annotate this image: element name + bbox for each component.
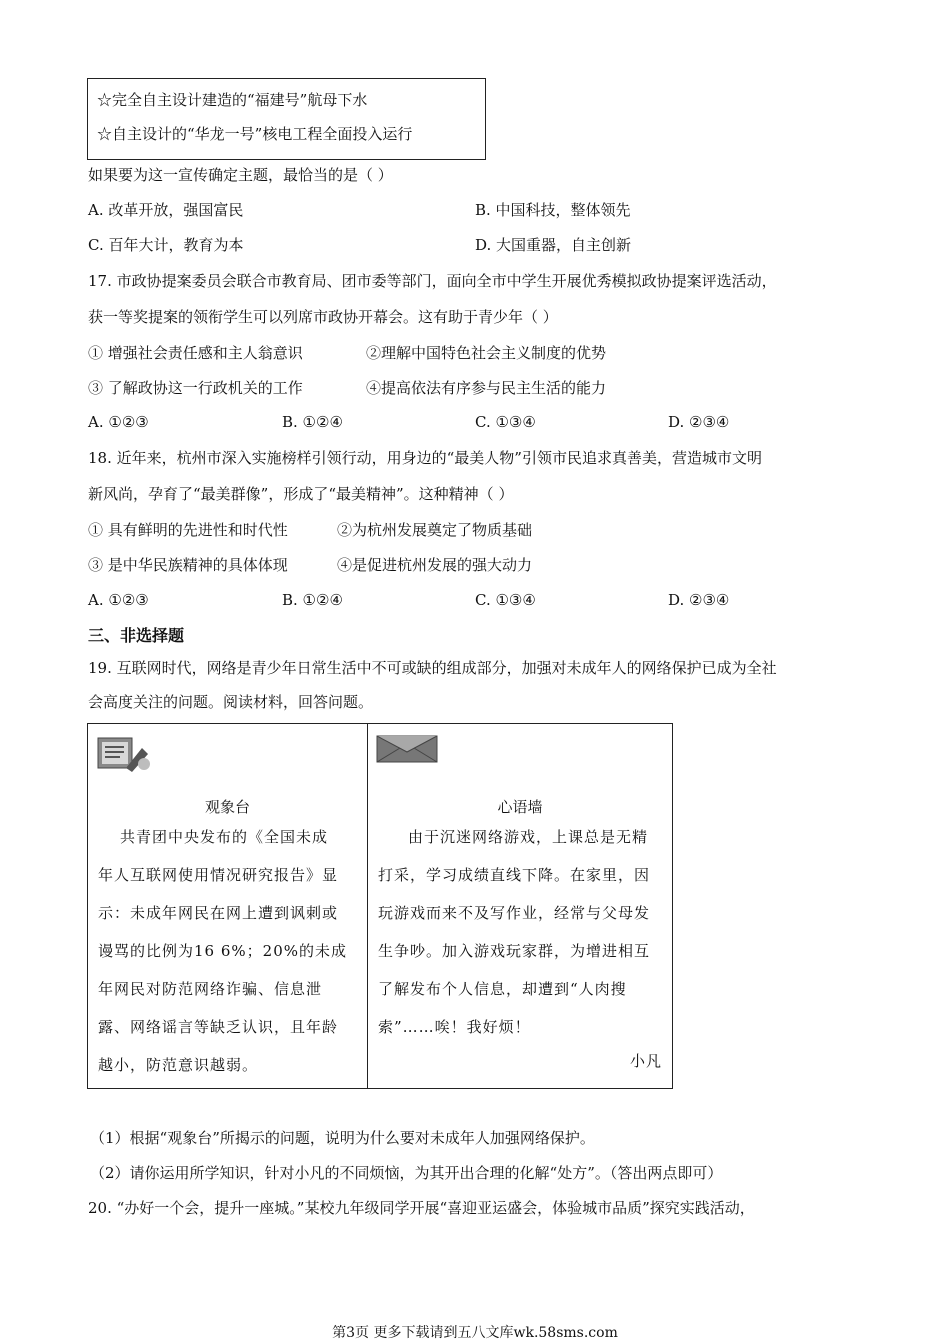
section-heading: 三、非选择题 [88, 626, 185, 645]
material-table [87, 723, 673, 1089]
heart-wall-line-5: 了解发布个人信息，却遭到“人肉搜 [378, 980, 627, 998]
q17-statement-4: ④提高依法有序参与民主生活的能力 [366, 379, 607, 397]
q18-option-d: D. ②③④ [668, 591, 730, 609]
q16-option-b: B. 中国科技，整体领先 [475, 201, 631, 219]
q18-line-2: 新风尚，孕育了“最美群像”，形成了“最美精神”。这种精神（ ） [88, 485, 514, 503]
heart-wall-title: 心语墙 [497, 798, 543, 816]
signature: 小凡 [629, 1052, 662, 1070]
heart-wall-line-1: 由于沉迷网络游戏，上课总是无精 [408, 828, 649, 846]
observation-title: 观象台 [204, 798, 250, 816]
q18-statement-1: ① 具有鲜明的先进性和时代性 [88, 521, 288, 539]
q18-option-c: C. ①③④ [475, 591, 536, 609]
heart-wall-line-4: 生争吵。加入游戏玩家群，为增进相互 [378, 942, 651, 960]
q17-option-a: A. ①②③ [88, 413, 149, 431]
news-line-2: ☆自主设计的“华龙一号”核电工程全面投入运行 [97, 125, 413, 143]
observation-line-2: 年人互联网使用情况研究报告》显 [98, 866, 339, 884]
heart-wall-line-3: 玩游戏而来不及写作业，经常与父母发 [378, 904, 651, 922]
q17-statement-3: ③ 了解政协这一行政机关的工作 [88, 379, 303, 397]
q18-statement-3: ③ 是中华民族精神的具体体现 [88, 556, 288, 574]
q19-sub-question-1: （1）根据“观象台”所揭示的问题，说明为什么要对未成年人加强网络保护。 [90, 1129, 595, 1147]
q18-statement-4: ④是促进杭州发展的强大动力 [337, 556, 533, 574]
notepad-icon [96, 734, 152, 772]
observation-line-3: 示：未成年网民在网上遭到讽刺或 [98, 904, 339, 922]
q19-line-1: 19. 互联网时代，网络是青少年日常生活中不可或缺的组成部分，加强对未成年人的网络保护已成为全社 [88, 659, 777, 677]
q17-line-1: 17. 市政协提案委员会联合市教育局、团市委等部门，面向全市中学生开展优秀模拟政协提案评选活动， [88, 272, 777, 290]
q17-line-2: 获一等奖提案的领衔学生可以列席市政协开幕会。这有助于青少年（ ） [88, 308, 558, 326]
q20-line-1: 20. “办好一个会，提升一座城。”某校九年级同学开展“喜迎亚运盛会，体验城市品质”探究实践活动， [88, 1199, 755, 1217]
q18-option-b: B. ①②④ [282, 591, 343, 609]
observation-line-5: 年网民对防范网络诈骗、信息泄 [98, 980, 323, 998]
observation-line-1: 共青团中央发布的《全国未成 [120, 828, 329, 846]
q16-stem: 如果要为这一宣传确定主题，最恰当的是（ ） [88, 166, 393, 184]
q17-statement-1: ① 增强社会责任感和主人翁意识 [88, 344, 303, 362]
q19-line-2: 会高度关注的问题。阅读材料，回答问题。 [88, 693, 374, 711]
q18-statement-2: ②为杭州发展奠定了物质基础 [337, 521, 533, 539]
q19-sub-question-2: （2）请你运用所学知识，针对小凡的不同烦恼，为其开出合理的化解“处方”。（答出两点即可） [90, 1164, 723, 1182]
heart-wall-cell [368, 724, 672, 1088]
q18-line-1: 18. 近年来，杭州市深入实施榜样引领行动，用身边的“最美人物”引领市民追求真善美，营造城市文明 [88, 449, 762, 467]
observation-line-6: 露、网络谣言等缺乏认识，且年龄 [98, 1018, 339, 1036]
observation-line-7: 越小，防范意识越弱。 [98, 1056, 259, 1074]
observation-cell [88, 724, 368, 1088]
q17-option-b: B. ①②④ [282, 413, 343, 431]
q18-option-a: A. ①②③ [88, 591, 149, 609]
q17-option-d: D. ②③④ [668, 413, 730, 431]
page-footer: 第3页 更多下载请到五八文库wk.58sms.com [332, 1325, 618, 1341]
q17-option-c: C. ①③④ [475, 413, 536, 431]
q16-option-c: C. 百年大计，教育为本 [88, 236, 244, 254]
envelope-icon [376, 734, 438, 764]
heart-wall-line-6: 索”……唉！我好烦！ [378, 1018, 531, 1036]
observation-line-4: 谩骂的比例为16 6%；20%的未成 [98, 942, 347, 960]
news-box [87, 78, 486, 160]
heart-wall-line-2: 打采，学习成绩直线下降。在家里，因 [378, 866, 651, 884]
news-line-1: ☆完全自主设计建造的“福建号”航母下水 [97, 91, 368, 109]
q16-option-a: A. 改革开放，强国富民 [88, 201, 244, 219]
q17-statement-2: ②理解中国特色社会主义制度的优势 [366, 344, 607, 362]
q16-option-d: D. 大国重器，自主创新 [475, 236, 632, 254]
